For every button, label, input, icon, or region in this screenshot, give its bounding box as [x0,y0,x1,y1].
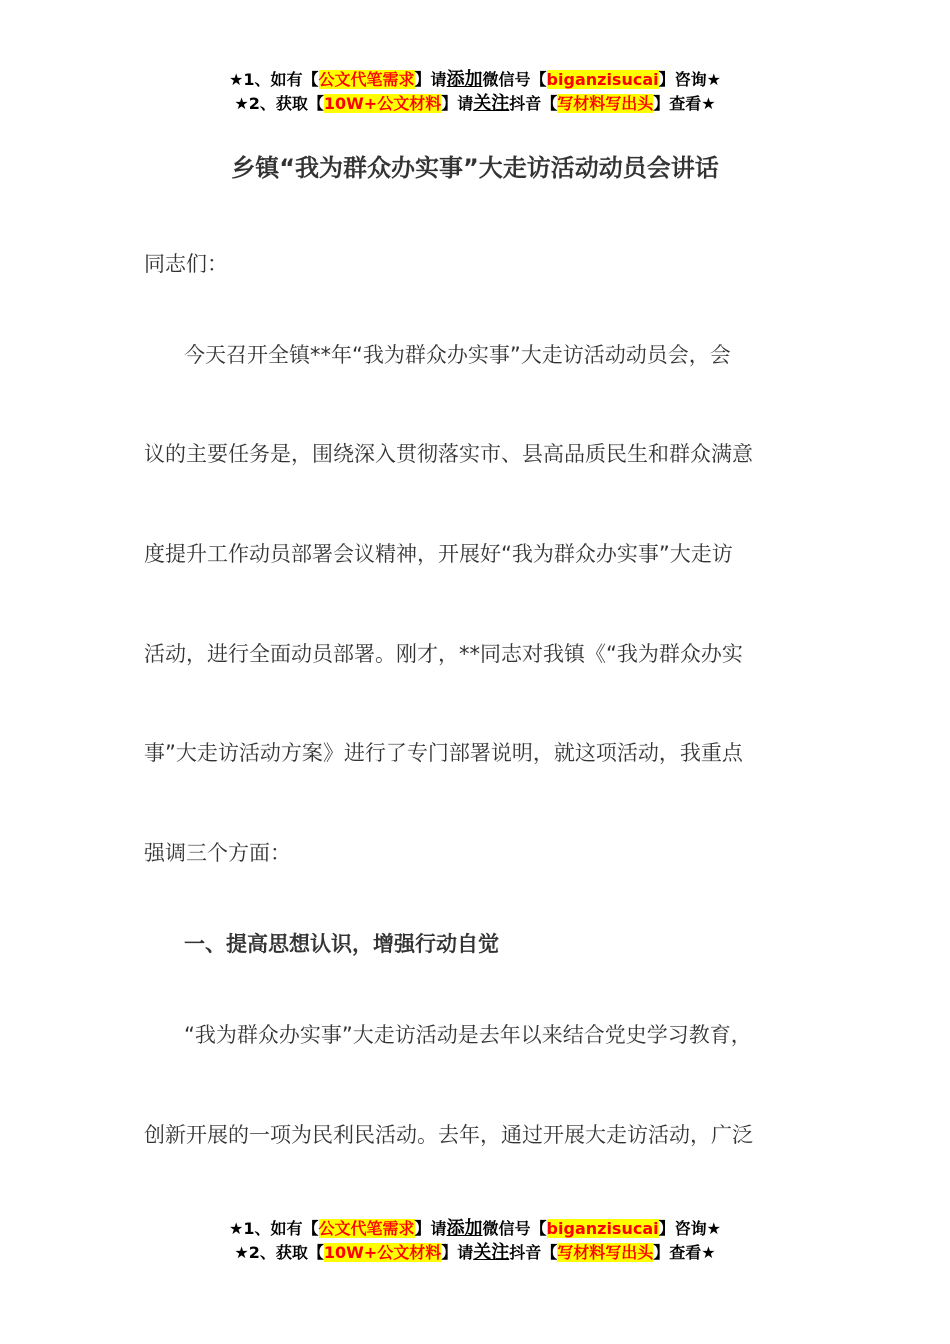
paragraph-line: 今天召开全镇**年“我为群众办实事”大走访活动动员会，会 [184,343,731,367]
paragraph-line: 活动，进行全面动员部署。刚才，**同志对我镇《“我为群众办实 [144,642,743,666]
highlight-douyin: 写材料写出头 [557,1243,654,1262]
paragraph-line: “我为群众办实事”大走访活动是去年以来结合党史学习教育， [184,1023,752,1047]
banner-line-1: ★1、如有【公文代笔需求】请添加微信号【biganzisucai】咨询★ [229,1218,721,1239]
highlight-service: 公文代笔需求 [318,70,415,89]
highlight-wechat-id: biganzisucai [546,1219,659,1238]
paragraph-line: 强调三个方面： [144,841,291,865]
paragraph-line: 创新开展的一项为民利民活动。去年，通过开展大走访活动，广泛 [144,1123,753,1147]
paragraph-line: 事”大走访活动方案》进行了专门部署说明，就这项活动，我重点 [144,741,743,765]
highlight-douyin: 写材料写出头 [557,94,654,113]
header-banner [0,68,950,116]
banner-line-2: ★2、获取【10W+公文材料】请关注抖音【写材料写出头】查看★ [234,1242,716,1263]
document-title: 乡镇“我为群众办实事”大走访活动动员会讲话 [231,154,719,182]
section-heading-1: 一、提高思想认识，增强行动自觉 [184,932,499,956]
highlight-materials: 10W+公文材料 [323,1243,442,1262]
highlight-service: 公文代笔需求 [318,1219,415,1238]
banner-line-1: ★1、如有【公文代笔需求】请添加微信号【biganzisucai】咨询★ [229,69,721,90]
footer-banner [0,1217,950,1265]
paragraph-line: 议的主要任务是，围绕深入贯彻落实市、县高品质民生和群众满意 [144,442,753,466]
paragraph-line: 度提升工作动员部署会议精神，开展好“我为群众办实事”大走访 [144,542,733,566]
highlight-materials: 10W+公文材料 [323,94,442,113]
highlight-wechat-id: biganzisucai [546,70,659,89]
banner-line-2: ★2、获取【10W+公文材料】请关注抖音【写材料写出头】查看★ [234,93,716,114]
salutation: 同志们： [144,252,228,276]
